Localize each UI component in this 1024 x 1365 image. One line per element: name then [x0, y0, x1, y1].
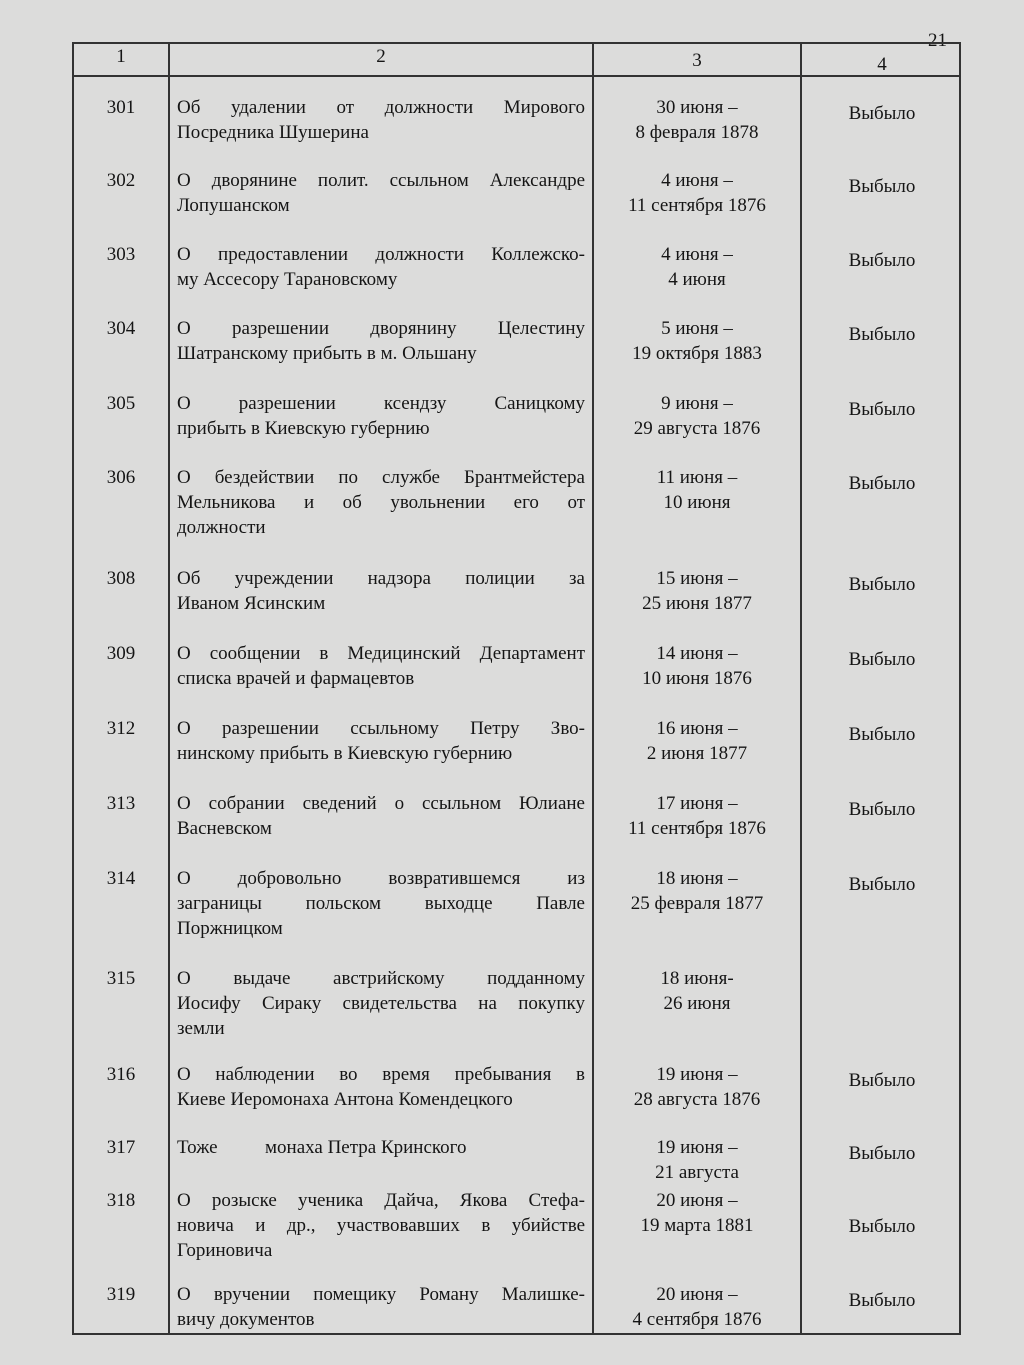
record-title — [177, 391, 585, 441]
record-dates — [594, 391, 800, 441]
record-number: 305 — [106, 393, 136, 414]
title-line: О сообщении в Медицинский Департамент — [177, 643, 585, 664]
title-line: Васневском — [177, 818, 272, 839]
date-line: 26 июня — [663, 993, 731, 1014]
record-title — [177, 316, 585, 366]
date-line: 18 июня – — [656, 868, 738, 889]
record-status: Выбыло — [848, 1216, 916, 1237]
date-line: 29 августа 1876 — [633, 418, 761, 439]
date-line: 19 марта 1881 — [640, 1215, 754, 1236]
date-line: 25 июня 1877 — [642, 593, 752, 614]
record-status: Выбыло — [848, 1143, 916, 1164]
title-line: Об учреждении надзора полиции за — [177, 568, 585, 589]
record-dates — [594, 966, 800, 1016]
record-title — [177, 1062, 585, 1112]
record-dates — [594, 1188, 800, 1238]
title-line: О разрешении ссыльному Петру Зво- — [177, 718, 585, 739]
title-line: должности — [177, 517, 266, 538]
date-line: 20 июня – — [656, 1190, 738, 1211]
date-line: 4 сентября 1876 — [632, 1309, 762, 1330]
record-title — [177, 1282, 585, 1332]
record-status: Выбыло — [848, 574, 916, 595]
record-dates — [594, 866, 800, 916]
record-number: 301 — [106, 97, 136, 118]
title-line: Иваном Ясинским — [177, 593, 326, 614]
record-dates — [594, 242, 800, 292]
record-dates — [594, 641, 800, 691]
record-title — [177, 242, 585, 292]
date-line: 19 октября 1883 — [632, 343, 762, 364]
title-line: новича и др., участвовавших в убийстве — [177, 1215, 585, 1236]
record-status: Выбыло — [848, 1070, 916, 1091]
date-line: 11 сентября 1876 — [628, 818, 766, 839]
record-number: 316 — [106, 1064, 136, 1085]
date-line: 17 июня – — [656, 793, 738, 814]
title-line: О добровольно возвратившемся из — [177, 868, 585, 889]
record-status: Выбыло — [848, 724, 916, 745]
date-line: 21 августа — [655, 1162, 739, 1183]
record-status: Выбыло — [848, 324, 916, 345]
record-number: 319 — [106, 1284, 136, 1305]
date-line: 8 февраля 1878 — [635, 122, 759, 143]
date-line: 9 июня – — [661, 393, 733, 414]
title-line: О разрешении ксендзу Саницкому — [177, 393, 585, 414]
record-number: 317 — [106, 1137, 136, 1158]
column-divider — [168, 44, 170, 1333]
title-line: нинскому прибыть в Киевскую губернию — [177, 743, 513, 764]
date-line: 5 июня – — [661, 318, 733, 339]
record-number: 312 — [106, 718, 136, 739]
record-title — [177, 966, 585, 1041]
title-line: О наблюдении во время пребывания в — [177, 1064, 585, 1085]
column-divider — [800, 44, 802, 1333]
record-status: Выбыло — [848, 473, 916, 494]
date-line: 30 июня – — [656, 97, 738, 118]
record-status: Выбыло — [848, 399, 916, 420]
record-number: 314 — [106, 868, 136, 889]
record-dates — [594, 1135, 800, 1185]
record-title — [177, 566, 585, 616]
title-line: Мельникова и об увольнении его от — [177, 492, 585, 513]
title-line: О разрешении дворянину Целестину — [177, 318, 585, 339]
record-title — [177, 465, 585, 540]
title-line: Шатранскому прибыть в м. Ольшану — [177, 343, 477, 364]
record-number: 318 — [106, 1190, 136, 1211]
date-line: 20 июня – — [656, 1284, 738, 1305]
title-line: Иосифу Сираку свидетельства на покупку — [177, 993, 585, 1014]
record-dates — [594, 316, 800, 366]
title-line: О собрании сведений о ссыльном Юлиане — [177, 793, 585, 814]
record-title — [177, 1188, 585, 1263]
date-line: 10 июня — [663, 492, 731, 513]
date-line: 4 июня — [668, 269, 726, 290]
date-line: 10 июня 1876 — [642, 668, 752, 689]
record-title — [177, 1135, 585, 1160]
header-col-3: 3 — [692, 50, 702, 71]
title-line: О розыске ученика Дайча, Якова Стефа- — [177, 1190, 585, 1211]
record-number: 313 — [106, 793, 136, 814]
title-line: О выдаче австрийскому подданному — [177, 968, 585, 989]
record-title — [177, 866, 585, 941]
record-status: Выбыло — [848, 176, 916, 197]
record-dates — [594, 168, 800, 218]
title-line: О бездействии по службе Брантмейстера — [177, 467, 585, 488]
record-dates — [594, 716, 800, 766]
date-line: 15 июня – — [656, 568, 738, 589]
title-line: списка врачей и фармацевтов — [177, 668, 415, 689]
date-line: 14 июня – — [656, 643, 738, 664]
record-title — [177, 791, 585, 841]
record-status: Выбыло — [848, 1290, 916, 1311]
record-title — [177, 95, 585, 145]
date-line: 28 августа 1876 — [633, 1089, 761, 1110]
date-line: 25 февраля 1877 — [630, 893, 764, 914]
page-number: 21 — [928, 30, 947, 51]
record-number: 309 — [106, 643, 136, 664]
record-status: Выбыло — [848, 250, 916, 271]
record-number: 303 — [106, 244, 136, 265]
record-dates — [594, 465, 800, 515]
record-dates — [594, 791, 800, 841]
record-dates — [594, 1282, 800, 1332]
record-number: 304 — [106, 318, 136, 339]
title-line: Лопушанском — [177, 195, 290, 216]
date-line: 11 июня – — [656, 467, 738, 488]
record-title — [177, 641, 585, 691]
record-dates — [594, 566, 800, 616]
title-line: вичу документов — [177, 1309, 315, 1330]
record-status: Выбыло — [848, 799, 916, 820]
record-dates — [594, 95, 800, 145]
title-line: прибыть в Киевскую губернию — [177, 418, 430, 439]
title-line: Гориновича — [177, 1240, 273, 1261]
title-line: О предоставлении должности Коллежско- — [177, 244, 585, 265]
title-line: Посредника Шушерина — [177, 122, 369, 143]
date-line: 2 июня 1877 — [646, 743, 748, 764]
date-line: 19 июня – — [656, 1137, 738, 1158]
date-line: 4 июня – — [661, 244, 733, 265]
record-title — [177, 168, 585, 218]
title-line: Об удалении от должности Мирового — [177, 97, 585, 118]
record-status: Выбыло — [848, 649, 916, 670]
header-col-2: 2 — [376, 46, 386, 67]
header-col-4: 4 — [877, 54, 887, 75]
date-line: 16 июня – — [656, 718, 738, 739]
record-status: Выбыло — [848, 103, 916, 124]
record-number: 306 — [106, 467, 136, 488]
record-number: 308 — [106, 568, 136, 589]
date-line: 18 июня- — [660, 968, 734, 989]
date-line: 4 июня – — [661, 170, 733, 191]
title-line: Поржницком — [177, 918, 283, 939]
title-line: му Ассесору Тарановскому — [177, 269, 398, 290]
header-col-1: 1 — [116, 46, 126, 67]
title-line: земли — [177, 1018, 225, 1039]
title-line: Киеве Иеромонаха Антона Комендецкого — [177, 1089, 513, 1110]
record-title — [177, 716, 585, 766]
title-line: Тоже монаха Петра Кринского — [177, 1137, 467, 1158]
title-line: заграницы польском выходце Павле — [177, 893, 585, 914]
record-dates — [594, 1062, 800, 1112]
archive-table — [72, 42, 961, 1335]
date-line: 19 июня – — [656, 1064, 738, 1085]
title-line: О дворянине полит. ссыльном Александре — [177, 170, 585, 191]
record-number: 302 — [106, 170, 136, 191]
title-line: О вручении помещику Роману Малишке- — [177, 1284, 585, 1305]
date-line: 11 сентября 1876 — [628, 195, 766, 216]
record-number: 315 — [106, 968, 136, 989]
record-status: Выбыло — [848, 874, 916, 895]
